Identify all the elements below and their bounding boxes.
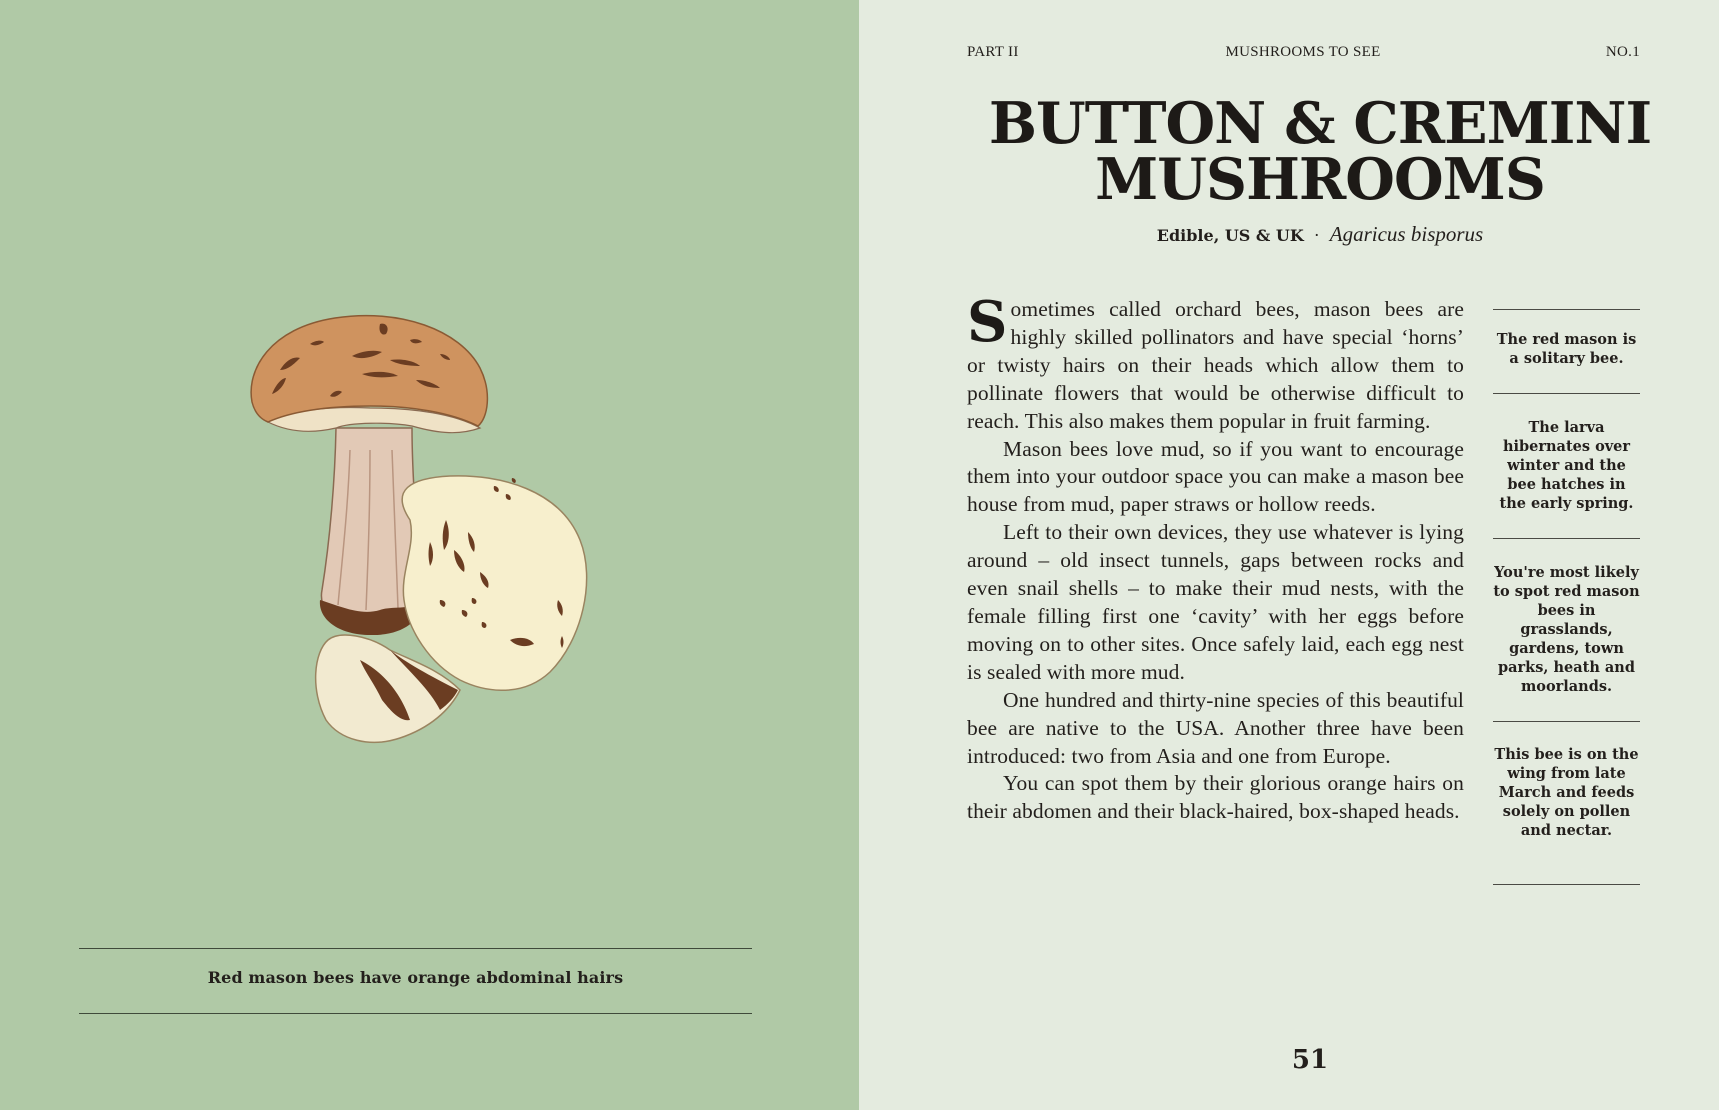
button-cap xyxy=(402,476,586,690)
sidebar-note-3: You're most likely to spot red mason bees in grasslands, gardens, town parks, heath and moorlands. xyxy=(1493,564,1640,695)
sidebar-note-1: The red mason is a solitary bee. xyxy=(1496,331,1637,367)
body-paragraph-4: One hundred and thirty-nine species of this beautiful bee are native to the USA. Another three have been introduced: two from Asia and one from Europe. xyxy=(967,687,1464,768)
drop-cap: S xyxy=(967,289,1008,355)
sidebar-rule xyxy=(1493,721,1640,722)
page-number: 51 xyxy=(1291,1045,1329,1075)
body-paragraph-1 xyxy=(967,289,1464,436)
caption-top-rule xyxy=(79,948,752,949)
body-text xyxy=(967,289,1464,826)
running-head-number: NO.1 xyxy=(1605,44,1640,60)
latin-name: Agaricus bisporus xyxy=(1329,222,1484,246)
edibility-label: Edible, US & UK xyxy=(1156,226,1304,245)
sidebar-note-2: The larva hibernates over winter and the bee hatches in the early spring. xyxy=(1499,419,1634,512)
body-paragraph-2: Mason bees love mud, so if you want to encourage them into your outdoor space you can make a mason bee house from mud, paper straws or hollow reeds. xyxy=(967,436,1464,517)
title-line-1: BUTTON & CREMINI xyxy=(988,90,1652,157)
illustration-caption: Red mason bees have orange abdominal hairs xyxy=(207,968,624,987)
left-page xyxy=(0,0,859,1110)
body-paragraph-3: Left to their own devices, they use whatever is lying around – old insect tunnels, gaps between rocks and even snail shells – to make their mud nests, with the female filling first one ‘cavity’ with her eggs before moving on to other sites. Once safely laid, each egg nest is sealed with more mud. xyxy=(967,520,1464,684)
sidebar-rule xyxy=(1493,538,1640,539)
running-head-section: MUSHROOMS TO SEE xyxy=(1225,44,1381,60)
sidebar-rule xyxy=(1493,393,1640,394)
caption-bottom-rule xyxy=(79,1013,752,1014)
running-head-part: PART II xyxy=(967,44,1019,60)
sidebar-rule xyxy=(1493,884,1640,885)
page-title xyxy=(960,90,1680,213)
sidebar-note-4: This bee is on the wing from late March and feeds solely on pollen and nectar. xyxy=(1494,746,1639,839)
body-paragraph-1-text: ometimes called orchard bees, mason bees are highly skilled pollinators and have special ‘horns’ or twisty hairs on their heads which allow them to pollinate flowers that would be otherwise difficult to reach. This also makes them popular in fruit farming. xyxy=(967,297,1464,433)
separator-dot: · xyxy=(1313,225,1320,245)
subtitle xyxy=(960,222,1680,247)
sidebar-rule xyxy=(1493,309,1640,310)
mushroom-illustration xyxy=(240,310,660,770)
title-line-2: MUSHROOMS xyxy=(1095,146,1545,213)
body-paragraph-5: You can spot them by their glorious orange hairs on their abdomen and their black-haired, box-shaped heads. xyxy=(967,771,1464,824)
